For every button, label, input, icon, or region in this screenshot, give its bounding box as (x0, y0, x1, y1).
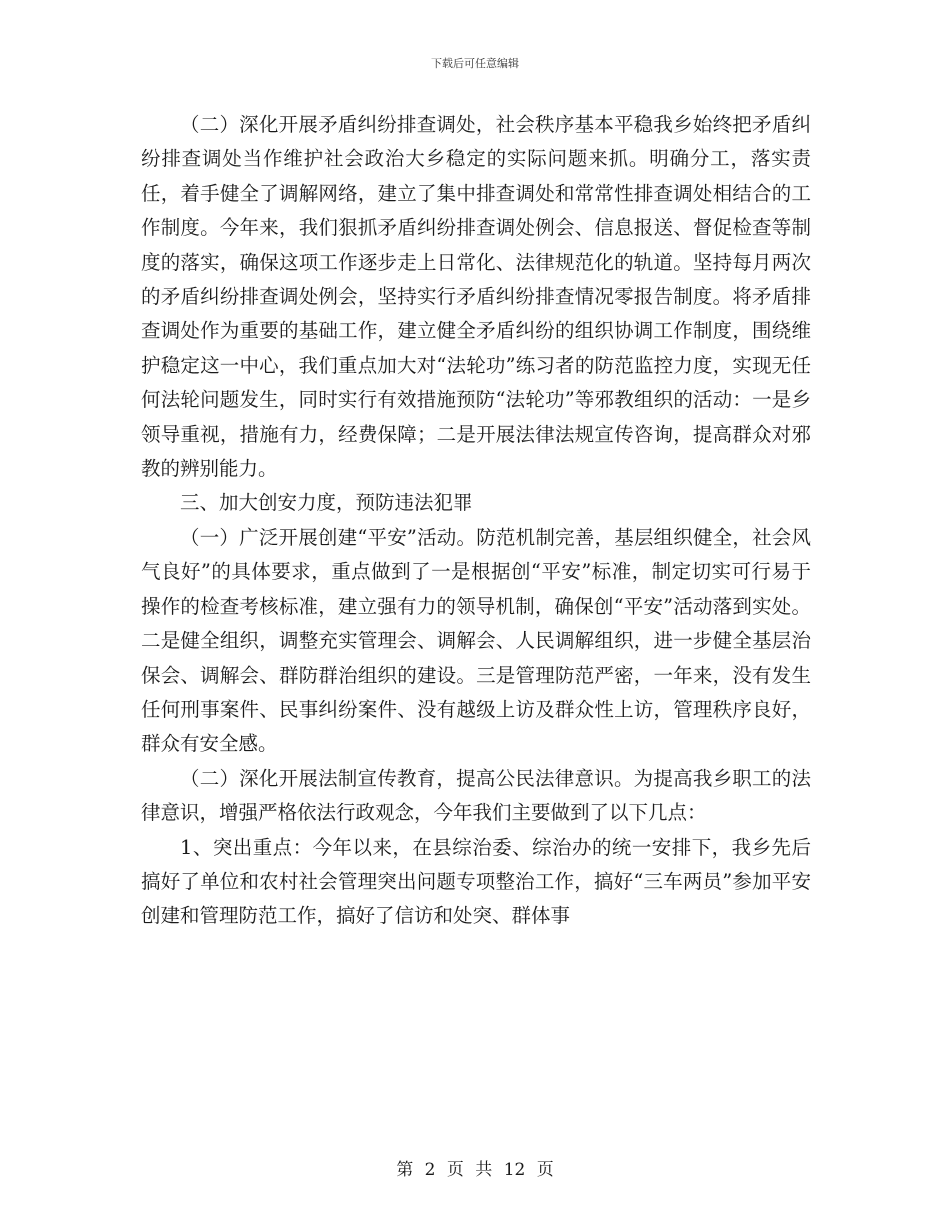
section-heading-safety: 三、加大创安力度，预防违法犯罪 (180, 491, 473, 515)
footer-total-pages: 12 (503, 1160, 526, 1180)
paragraph-ping-an-campaign: （一）广泛开展创建“平安”活动。防范机制完善，基层组织健全，社会风气良好”的具体要求，重点做到了一是根据创“平安”标准，制定切实可行易于操作的检查考核标准，建立强有力的领导机制，确保创“平安”活动落到实处。二是健全组织，调整充实管理会、调解会、人民调解组织，进一步健全基层治保会、调解会、群防群治组织的建设。三是管理防范严密，一年来，没有发生任何刑事案件、民事纠纷案件、没有越级上访及群众性上访，管理秩序良好，群众有安全感。 (141, 525, 811, 756)
footer-label-di: 第 (396, 1160, 414, 1180)
footer-page-number: 2 (424, 1160, 436, 1180)
paragraph-dispute-resolution: （二）深化开展矛盾纠纷排查调处，社会秩序基本平稳我乡始终把矛盾纠纷排查调处当作维护社会政治大乡稳定的实际问题来抓。明确分工，落实责任，着手健全了调解网络，建立了集中排查调处和常常性排查调处相结合的工作制度。今年来，我们狠抓矛盾纠纷排查调处例会、信息报送、督促检查等制度的落实，确保这项工作逐步走上日常化、法律规范化的轨道。坚持每月两次的矛盾纠纷排查调处例会，坚持实行矛盾纠纷排查情况零报告制度。将矛盾排查调处作为重要的基础工作，建立健全矛盾纠纷的组织协调工作制度，围绕维护稳定这一中心，我们重点加大对“法轮功”练习者的防范监控力度，实现无任何法轮问题发生，同时实行有效措施预防“法轮功”等邪教组织的活动：一是乡领导重视，措施有力，经费保障；二是开展法律法规宣传咨询，提高群众对邪教的辨别能力。 (141, 113, 811, 481)
document-body (141, 108, 811, 934)
footer-label-gong: 共 (475, 1160, 493, 1180)
paragraph-legal-education: （二）深化开展法制宣传教育，提高公民法律意识。为提高我乡职工的法律意识，增强严格依法行政观念，今年我们主要做到了以下几点： (141, 766, 811, 825)
page-footer (0, 1155, 950, 1180)
page-header: 下载后可任意编辑 (431, 57, 519, 70)
footer-label-ye-end: 页 (536, 1160, 554, 1180)
footer-label-ye: 页 (446, 1160, 464, 1180)
paragraph-key-points: 1、突出重点：今年以来，在县综治委、综治办的统一安排下，我乡先后搞好了单位和农村社会管理突出问题专项整治工作，搞好“三车两员”参加平安创建和管理防范工作，搞好了信访和处突、群体事 (141, 835, 811, 928)
